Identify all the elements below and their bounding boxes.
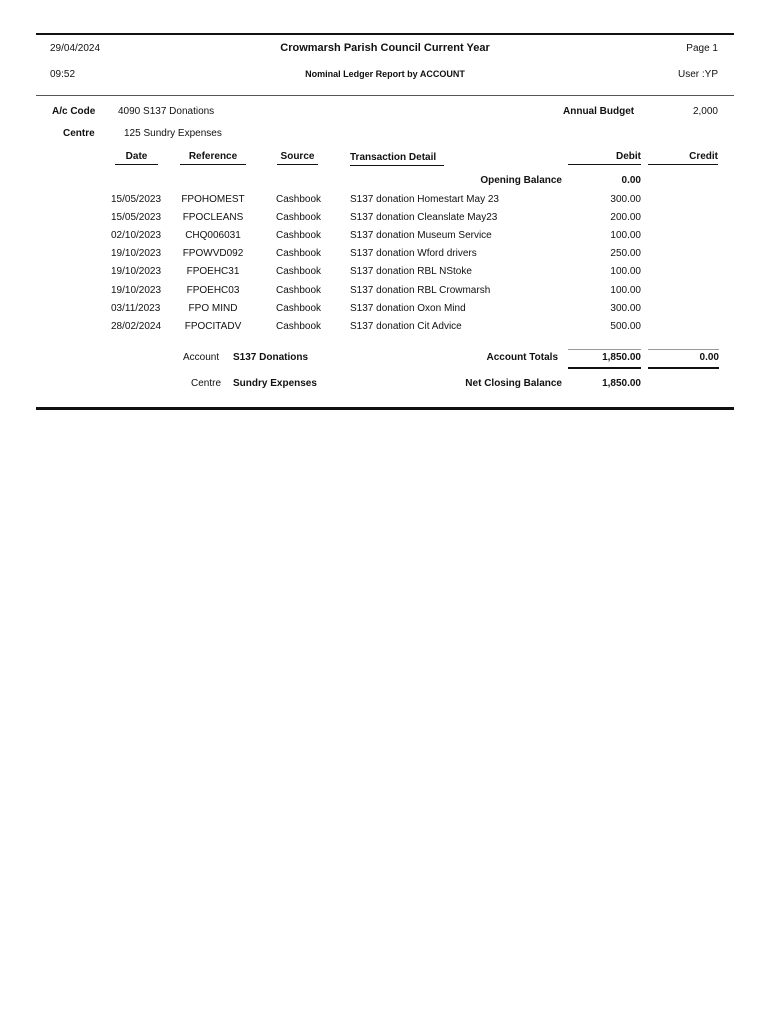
net-closing-balance-debit: 1,850.00 [602,378,641,389]
footer-centre-value: Sundry Expenses [233,378,317,389]
net-closing-balance-label: Net Closing Balance [465,378,562,389]
footer-account-value: S137 Donations [233,352,309,363]
row-debit: 200.00 [610,212,641,224]
row-source: Cashbook [276,194,322,205]
row-detail: S137 donation Museum Service [350,230,492,242]
row-detail: S137 donation Cit Advice [350,320,462,332]
annual-budget-value: 2,000 [692,106,718,117]
col-header-date: Date [115,151,158,165]
row-detail: S137 donation Wford drivers [350,248,477,260]
row-detail: S137 donation Oxon Mind [350,302,466,314]
footer-centre-label: Centre [191,378,222,389]
row-reference: FPOHOMEST [181,194,245,205]
row-date: 03/11/2023 [111,302,161,314]
row-source: Cashbook [276,212,322,224]
opening-balance-debit: 0.00 [621,175,641,186]
row-date: 19/10/2023 [111,248,162,260]
row-reference: FPOCITADV [184,320,242,332]
page-number: Page 1 [686,43,718,54]
row-debit: 100.00 [610,266,641,278]
col-header-source: Source [277,151,318,165]
col-header-debit: Debit [568,151,641,165]
row-debit: 250.00 [610,248,641,260]
row-source: Cashbook [276,302,322,314]
row-detail: S137 donation RBL Crowmarsh [350,284,491,296]
row-debit: 300.00 [610,194,641,205]
opening-balance-label: Opening Balance [480,175,562,186]
row-date: 19/10/2023 [111,266,162,278]
ac-code-label: A/c Code [52,106,96,117]
row-source: Cashbook [276,230,322,242]
row-date: 15/05/2023 [111,212,162,224]
col-header-detail: Transaction Detail [350,152,444,166]
row-source: Cashbook [276,248,322,260]
row-detail: S137 donation Homestart May 23 [350,194,499,205]
debit-double-rule [568,367,641,369]
row-reference: FPOEHC31 [186,266,240,278]
centre-value: 125 Sundry Expenses [124,128,222,139]
annual-budget-label: Annual Budget [563,106,635,117]
row-reference: FPOWVD092 [182,248,244,260]
row-reference: FPOEHC03 [186,284,240,296]
row-source: Cashbook [276,266,322,278]
report-date: 29/04/2024 [50,43,101,54]
row-source: Cashbook [276,284,322,296]
row-date: 15/05/2023 [111,194,162,205]
row-reference: FPOCLEANS [182,212,244,224]
report-subtitle: Nominal Ledger Report by ACCOUNT [305,69,465,79]
col-header-credit: Credit [648,151,718,165]
row-detail: S137 donation RBL NStoke [350,266,472,278]
row-source: Cashbook [276,320,322,332]
row-debit: 100.00 [610,284,641,296]
col-header-reference: Reference [180,151,246,165]
credit-total-rule [648,349,719,350]
footer-account-label: Account [183,352,220,363]
bottom-rule [36,407,734,410]
account-totals-credit: 0.00 [699,352,719,363]
row-debit: 500.00 [610,320,641,332]
top-rule [36,33,734,35]
row-date: 28/02/2024 [111,320,162,332]
header-divider [36,95,734,96]
row-date: 19/10/2023 [111,284,162,296]
report-user: User :YP [677,69,718,80]
credit-double-rule [648,367,719,369]
row-debit: 300.00 [610,302,641,314]
row-detail: S137 donation Cleanslate May23 [350,212,498,224]
row-reference: FPO MIND [188,302,238,314]
centre-label: Centre [63,128,95,139]
row-debit: 100.00 [610,230,641,242]
report-time: 09:52 [50,69,76,80]
ac-code-value: 4090 S137 Donations [118,106,215,117]
row-date: 02/10/2023 [111,230,162,242]
report-title: Crowmarsh Parish Council Current Year [280,42,490,54]
account-totals-debit: 1,850.00 [602,352,641,363]
debit-total-rule [568,349,641,350]
account-totals-label: Account Totals [486,352,558,363]
row-reference: CHQ006031 [185,230,241,242]
